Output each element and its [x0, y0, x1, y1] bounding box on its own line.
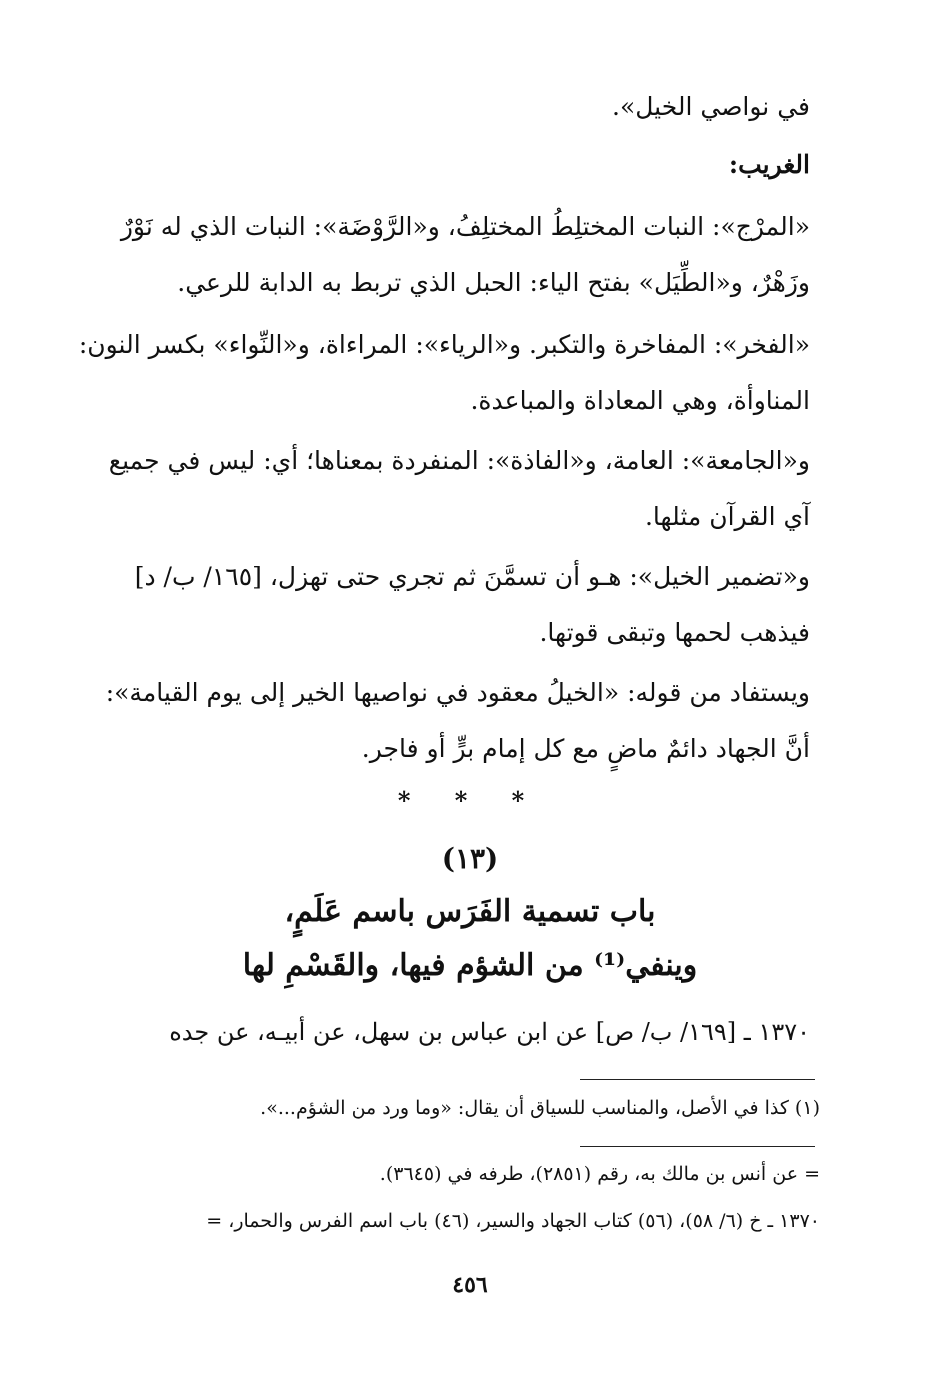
text-line-5: «الفخر»: المفاخرة والتكبر. و«الرياء»: المراءاة، و«النِّواء» بكسر النون: [78, 330, 810, 359]
text-line-12: أنَّ الجهاد دائمٌ ماضٍ مع كل إمام برٍّ أو فاجر. [361, 734, 810, 763]
text-line-7: و«الجامعة»: العامة، و«الفاذة»: المنفردة بمعناها؛ أي: ليس في جميع [108, 446, 810, 475]
text-line-1: في نواصي الخيل». [612, 92, 810, 121]
chapter-number: (١٣) [441, 842, 499, 875]
chapter-title-line-2: وينفي⁽¹⁾ من الشؤم فيها، والقَسْمِ لها [242, 948, 698, 983]
hadith-line-start: ١٣٧٠ ـ [١٦٩/ ب/ ص] عن ابن عباس بن سهل، عن أبيـه، عن جده [169, 1018, 810, 1046]
section-separator: * * * [397, 786, 543, 815]
footnote-1: (١) كذا في الأصل، والمناسب للسياق أن يقال: «وما ورد من الشؤم...». [260, 1097, 820, 1119]
chapter-title-line-1: باب تسمية الفَرَس باسم عَلَمٍ، [284, 894, 656, 929]
text-line-4: وزَهْرٌ، و«الطِّيَل» بفتح الياء: الحبل الذي تربط به الدابة للرعي. [177, 268, 810, 297]
text-line-9: و«تضمير الخيل»: هـو أن تسمَّنَ ثم تجري حتى تهزل، [١٦٥/ ب/ د] [134, 562, 810, 591]
footnote-divider-2 [580, 1146, 815, 1147]
footnote-hadith-source: ١٣٧٠ ـ خ (٦/ ٥٨)، (٥٦) كتاب الجهاد والسير، (٤٦) باب اسم الفرس والحمار، = [206, 1210, 820, 1232]
footnote-divider [580, 1079, 815, 1080]
text-line-8: آي القرآن مثلها. [644, 502, 810, 531]
section-heading-gharib: الغريب: [728, 150, 810, 179]
text-line-11: ويستفاد من قوله: «الخيلُ معقود في نواصيها الخير إلى يوم القيامة»: [105, 678, 810, 707]
footnote-continuation: = عن أنس بن مالك به، رقم (٢٨٥١)، طرفه في (٣٦٤٥). [379, 1163, 820, 1185]
text-line-3: «المرْج»: النبات المختلِطُ المختلِفُ، و«الرَّوْضَة»: النبات الذي له نَوْرٌ [120, 212, 810, 241]
text-line-6: المناوأة، وهي المعاداة والمباعدة. [470, 386, 810, 415]
text-line-10: فيذهب لحمها وتبقى قوتها. [539, 618, 810, 647]
page-number: ٤٥٦ [452, 1272, 488, 1298]
